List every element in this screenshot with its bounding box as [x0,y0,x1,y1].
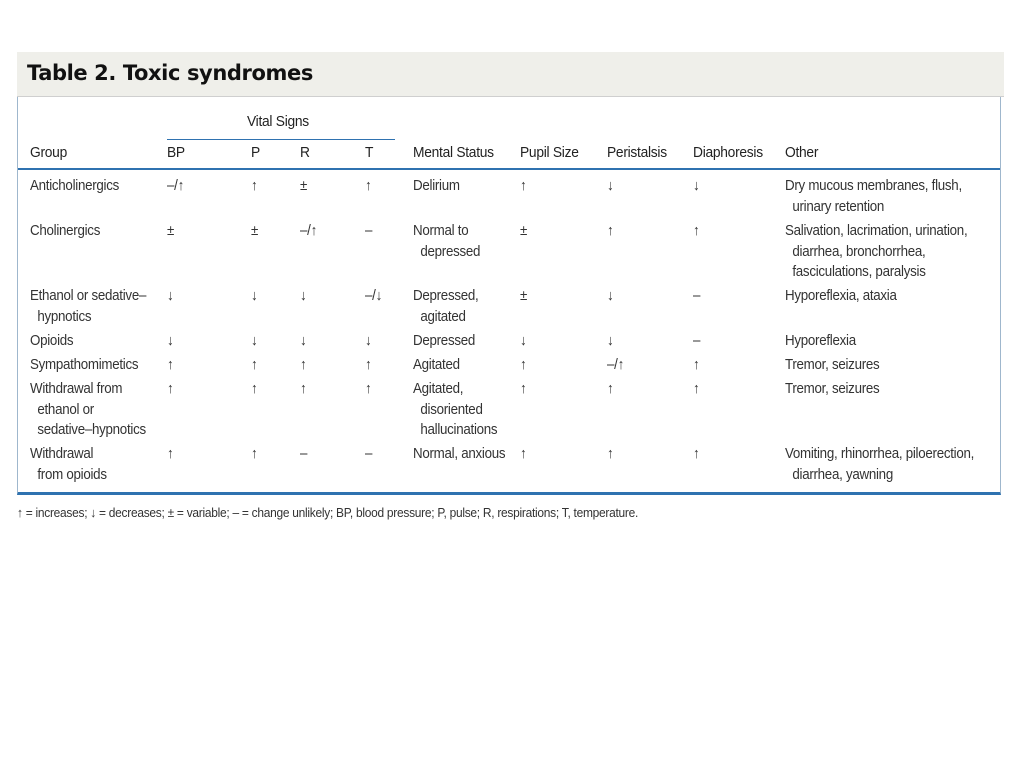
cell-mental-status [413,331,475,352]
cell-peristalsis: ↑ [607,446,614,462]
cell-line: Withdrawal [30,446,94,462]
cell-line: Hyporeflexia, ataxia [785,288,897,304]
cell-pulse: ↑ [251,381,258,397]
cell-pulse: ↑ [251,178,258,194]
cell-pupil-size: ± [520,223,528,239]
column-header-group: Group [30,144,67,161]
cell-group [30,355,138,376]
cell-temperature: ↑ [365,381,372,397]
cell-mental-status [413,355,460,376]
cell-diaphoresis: ↑ [693,381,700,397]
cell-line: urinary retention [792,198,885,215]
cell-group [30,221,100,242]
column-header-temperature: T [365,144,374,161]
cell-line: Dry mucous membranes, flush, [785,178,962,194]
cell-respirations: ↓ [300,288,307,304]
cell-peristalsis: ↑ [607,223,614,239]
cell-other [785,176,962,217]
vital-signs-header: Vital Signs [247,113,309,130]
cell-pupil-size: ↑ [520,381,527,397]
cell-mental-status [413,221,480,262]
cell-peristalsis: ↓ [607,333,614,349]
cell-bp: ↑ [167,357,174,373]
cell-line: Tremor, seizures [785,357,880,373]
cell-mental-status [413,379,497,441]
cell-line: diarrhea, bronchorrhea, [792,243,926,260]
cell-line: ethanol or [37,401,94,418]
cell-other [785,355,879,376]
cell-other [785,221,967,283]
cell-line: Normal to [413,223,469,239]
cell-group [30,286,146,327]
cell-line: Agitated [413,357,460,373]
cell-pulse: ± [251,223,259,239]
cell-diaphoresis: – [693,288,701,304]
cell-bp: ↑ [167,446,174,462]
vital-signs-rule [167,139,395,140]
cell-line: agitated [420,308,466,325]
cell-peristalsis: ↓ [607,178,614,194]
cell-bp: ↓ [167,333,174,349]
cell-diaphoresis: – [693,333,701,349]
cell-line: diarrhea, yawning [792,466,893,483]
cell-respirations: ↓ [300,333,307,349]
cell-bp: ± [167,223,175,239]
cell-pupil-size: ↑ [520,178,527,194]
cell-peristalsis: –/↑ [607,357,624,373]
cell-pupil-size: ↑ [520,357,527,373]
cell-respirations: ↑ [300,357,307,373]
title-bar [17,52,1004,97]
cell-respirations: ± [300,178,308,194]
column-header-peristalsis: Peristalsis [607,144,667,161]
cell-line: Tremor, seizures [785,381,880,397]
cell-line: Depressed [413,333,476,349]
cell-line: fasciculations, paralysis [792,264,926,280]
cell-line: hypnotics [37,308,92,325]
column-header-bp: BP [167,144,185,161]
cell-group [30,379,146,441]
cell-mental-status [413,176,460,197]
cell-other [785,331,856,352]
cell-temperature: –/↓ [365,288,382,304]
cell-line: Delirium [413,178,460,194]
table-footnote: ↑ = increases; ↓ = decreases; ± = variable; – = change unlikely; BP, blood pressure; P, pulse; R, respirations; T, temperature. [17,505,639,520]
cell-line: Normal, anxious [413,446,506,462]
cell-line: Hyporeflexia [785,333,856,349]
cell-group [30,331,73,352]
cell-temperature: ↑ [365,178,372,194]
cell-line: hallucinations [420,422,498,438]
cell-line: Agitated, [413,381,464,397]
cell-group [30,444,107,485]
cell-mental-status [413,444,505,465]
column-header-other: Other [785,144,819,161]
cell-line: Withdrawal from [30,381,123,397]
cell-line: from opioids [37,466,107,483]
cell-line: Opioids [30,333,74,349]
cell-peristalsis: ↓ [607,288,614,304]
column-header-pupil-size: Pupil Size [520,144,579,161]
cell-line: Ethanol or sedative– [30,288,147,304]
cell-diaphoresis: ↑ [693,357,700,373]
table-title: Table 2. Toxic syndromes [27,61,313,85]
cell-line: Sympathomimetics [30,357,139,373]
cell-pulse: ↓ [251,288,258,304]
cell-mental-status [413,286,478,327]
cell-line: Vomiting, rhinorrhea, piloerection, [785,446,975,462]
cell-diaphoresis: ↑ [693,446,700,462]
cell-temperature: – [365,446,373,462]
cell-respirations: –/↑ [300,223,317,239]
cell-bp: ↓ [167,288,174,304]
cell-respirations: ↑ [300,381,307,397]
cell-bp: ↑ [167,381,174,397]
column-header-pulse: P [251,144,260,161]
cell-other [785,444,974,485]
cell-pulse: ↑ [251,357,258,373]
cell-line: sedative–hypnotics [37,422,146,438]
cell-temperature: ↑ [365,357,372,373]
header-rule [18,168,1000,170]
cell-line: Salivation, lacrimation, urination, [785,223,968,239]
cell-pulse: ↓ [251,333,258,349]
cell-pupil-size: ± [520,288,528,304]
cell-line: Depressed, [413,288,479,304]
cell-diaphoresis: ↓ [693,178,700,194]
cell-group [30,176,119,197]
cell-bp: –/↑ [167,178,184,194]
cell-temperature: – [365,223,373,239]
column-header-respirations: R [300,144,310,161]
column-header-mental-status: Mental Status [413,144,494,161]
cell-respirations: – [300,446,308,462]
cell-pulse: ↑ [251,446,258,462]
cell-other [785,286,897,307]
cell-line: Cholinergics [30,223,101,239]
cell-pupil-size: ↑ [520,446,527,462]
cell-peristalsis: ↑ [607,381,614,397]
cell-diaphoresis: ↑ [693,223,700,239]
cell-line: disoriented [420,401,483,418]
column-header-diaphoresis: Diaphoresis [693,144,763,161]
cell-temperature: ↓ [365,333,372,349]
cell-line: depressed [420,243,481,260]
cell-other [785,379,879,400]
toxic-syndromes-table [17,97,1001,495]
cell-line: Anticholinergics [30,178,120,194]
cell-pupil-size: ↓ [520,333,527,349]
